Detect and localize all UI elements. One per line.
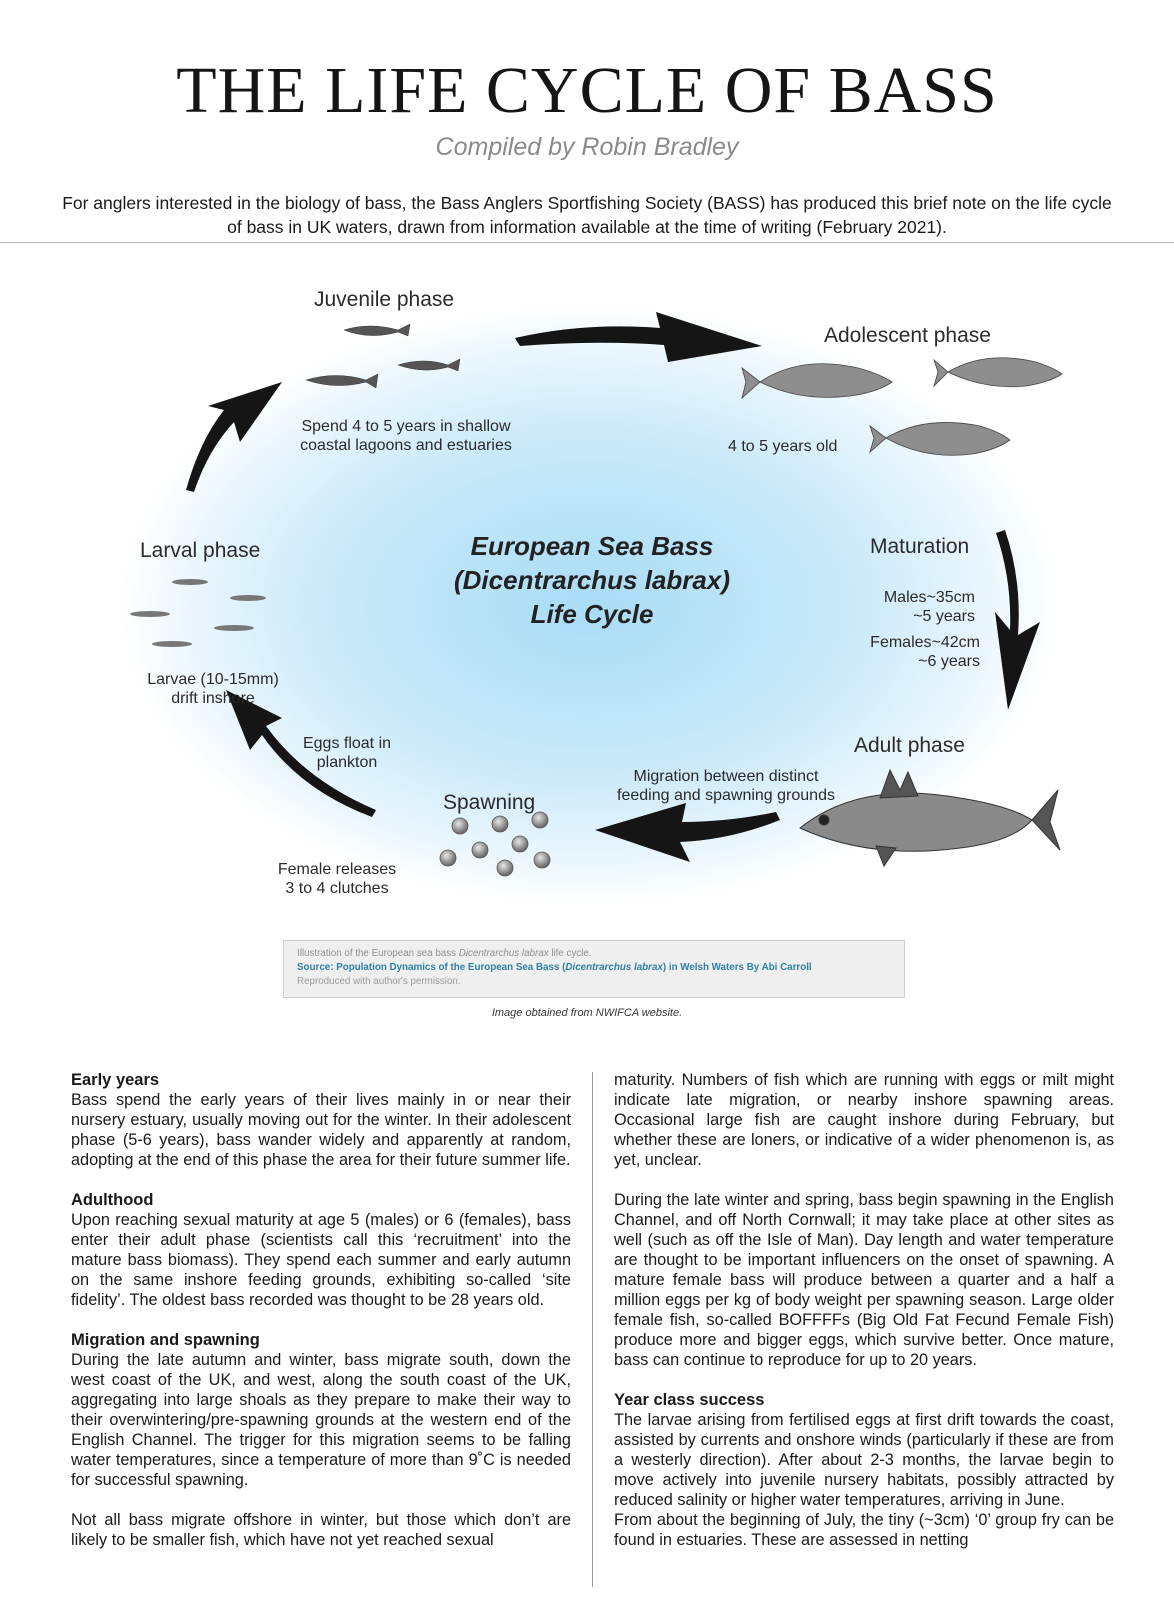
spawning-note-2: 3 to 4 clutches [285, 880, 389, 897]
header-rule [0, 242, 1174, 243]
larval-note-2: drift inshore [171, 690, 255, 707]
spawning-note-1: Female releases [277, 861, 397, 878]
larval-phase-title: Larval phase [140, 539, 261, 562]
para-year-class: The larvae arising from fertilised eggs at first drift towards the coast, assisted by currents and onshore winds (particularly if these are from a westerly direction). After about 2-3 months, the larvae begin to move actively into juvenile nursery habitats, possibly attracted by reduced salinity or higher water temperatures, arriving in June. [614, 1411, 1114, 1509]
center-title-3: Life Cycle [530, 599, 654, 629]
column-divider [592, 1072, 593, 1587]
intro-paragraph: For anglers interested in the biology of bass, the Bass Anglers Sportfishing Society (BASS) has produced this brief note on the life cycle of bass in UK waters, drawn from information available at the time of writing (February 2021). [62, 193, 1112, 237]
maturation-males-1: Males~35cm [883, 589, 975, 606]
image-credit-box [283, 940, 905, 998]
page-title: THE LIFE CYCLE OF BASS [176, 54, 998, 127]
heading-early-years: Early years [71, 1071, 160, 1089]
adult-phase-title: Adult phase [854, 734, 965, 757]
heading-migration: Migration and spawning [71, 1331, 260, 1349]
credit-line-3: Reproduced with author's permission. [297, 976, 461, 987]
juvenile-note-1: Spend 4 to 5 years in shallow [301, 418, 511, 435]
adolescent-note: 4 to 5 years old [728, 438, 838, 455]
article-right-column [614, 1070, 1114, 1550]
adult-note-2: feeding and spawning grounds [617, 787, 835, 804]
para-spawning: During the late winter and spring, bass begin spawning in the English Channel, and off North Cornwall; it may take place at other sites as well (such as off the Isle of Man). Day length and water temperature are thought to be important influencers on the onset of spawning. A mature female bass will produce between a quarter and a half a million eggs per kg of body weight per spawning season. Large older female fish, so-called BOFFFFs (Big Old Fat Fecund Female Fish) produce more and bigger eggs, which survive better. Once mature, bass can continue to reproduce for up to 20 years. [614, 1191, 1114, 1369]
eggs-note-1: Eggs float in [302, 735, 392, 752]
eggs-note-2: plankton [316, 754, 378, 771]
page-subtitle: Compiled by Robin Bradley [435, 133, 739, 161]
credit-line-1: Illustration of the European sea bass Dicentrarchus labrax life cycle. [297, 948, 592, 959]
para-migration-2: Not all bass migrate offshore in winter, but those which don’t are likely to be smaller fish, which have not yet reached sexual [71, 1511, 571, 1549]
maturation-males-2: ~5 years [913, 608, 975, 625]
maturation-females-1: Females~42cm [870, 634, 980, 651]
juvenile-note-2: coastal lagoons and estuaries [300, 437, 512, 454]
center-title-2: (Dicentrarchus labrax) [454, 565, 730, 595]
heading-year-class: Year class success [614, 1391, 765, 1409]
adult-note-1: Migration between distinct [633, 768, 819, 785]
maturation-title: Maturation [870, 535, 970, 558]
juvenile-phase-title: Juvenile phase [314, 288, 455, 311]
life-cycle-diagram [0, 250, 1174, 920]
para-adulthood: Upon reaching sexual maturity at age 5 (males) or 6 (females), bass enter their adult phase (scientists call this ‘recruitment’ into the mature bass biomass). They spend each summer and early autumn on the same inshore feeding grounds, exhibiting so-called ‘site fidelity’. The oldest bass recorded was thought to be 28 years old. [71, 1211, 571, 1309]
credit-line-2: Source: Population Dynamics of the European Sea Bass (Dicentrarchus labrax) in Welsh Waters By Abi Carroll [297, 962, 812, 973]
maturation-females-2: ~6 years [918, 653, 980, 670]
adolescent-phase-title: Adolescent phase [824, 324, 991, 347]
image-source-note: Image obtained from NWIFCA website. [491, 1007, 683, 1019]
para-migration: During the late autumn and winter, bass migrate south, down the west coast of the UK, and west, along the south coast of the UK, aggregating into large shoals as they prepare to make their way to their overwintering/pre-spawning grounds at the western end of the English Channel. The trigger for this migration seems to be falling water temperatures, since a temperature of more than 9˚C is needed for successful spawning. [71, 1351, 571, 1489]
spawning-title: Spawning [443, 791, 536, 814]
center-title-1: European Sea Bass [470, 531, 714, 561]
para-year-class-2: From about the beginning of July, the tiny (~3cm) ‘0’ group fry can be found in estuaries. These are assessed in netting [614, 1511, 1114, 1549]
para-maturity-cont: maturity. Numbers of fish which are running with eggs or milt might indicate late migration, or nearby inshore spawning areas. Occasional large fish are caught inshore during February, but whether these are loners, or indicative of a wider phenomenon is, as yet, unclear. [614, 1071, 1114, 1169]
larval-note-1: Larvae (10-15mm) [147, 671, 279, 688]
para-early-years: Bass spend the early years of their lives mainly in or near their nursery estuary, usually moving out for the winter. In their adolescent phase (5-6 years), bass wander widely and apparently at random, adopting at the end of this phase the area for their future summer life. [71, 1091, 571, 1169]
heading-adulthood: Adulthood [71, 1191, 154, 1209]
article-left-column [71, 1070, 571, 1550]
